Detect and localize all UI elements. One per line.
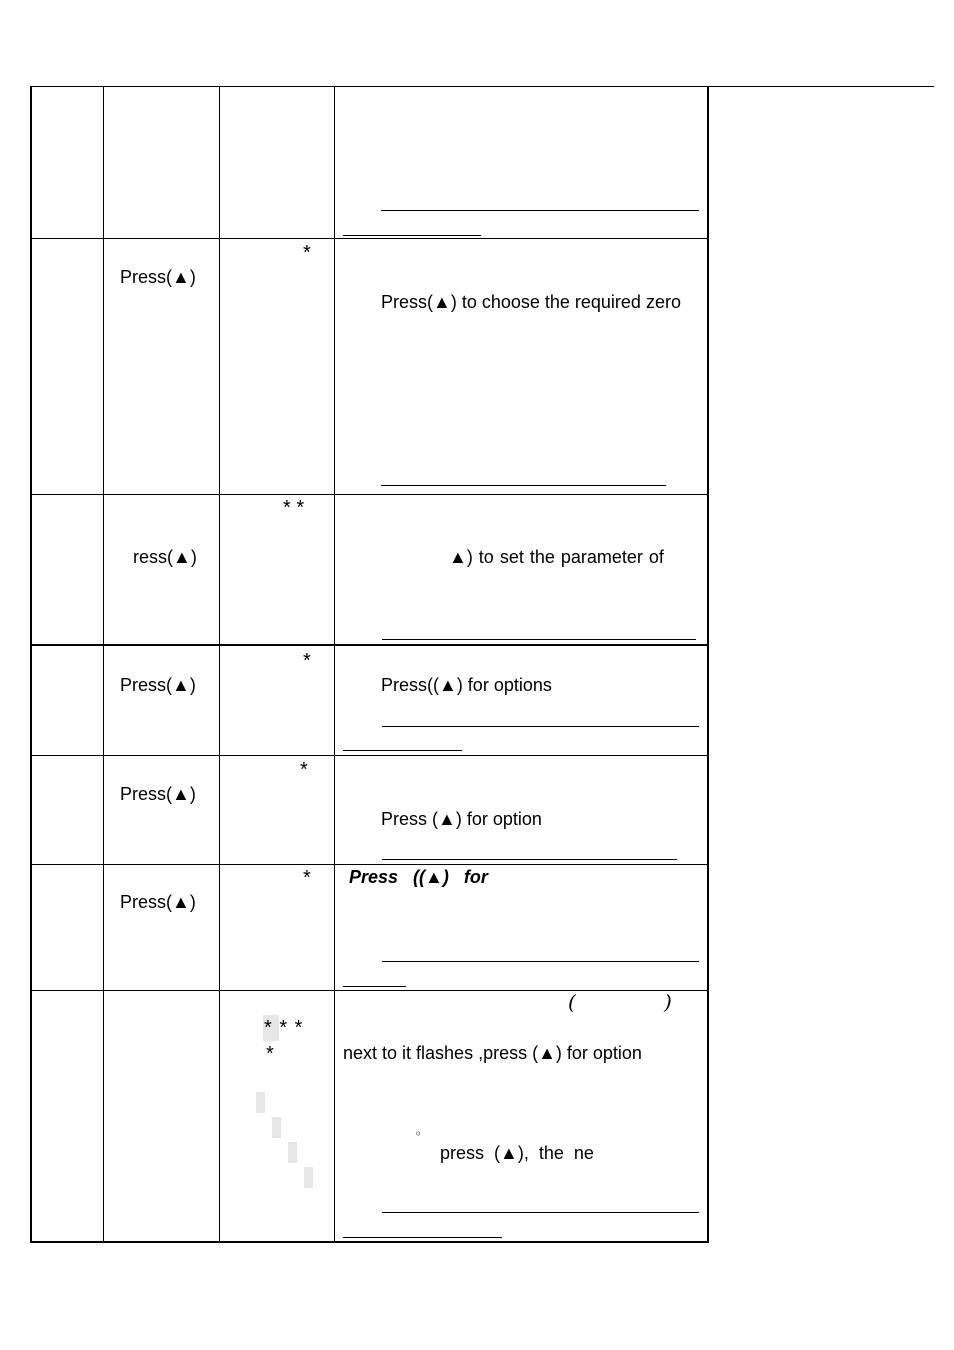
row-divider-6: [32, 990, 707, 991]
instruction-table: [30, 86, 709, 1243]
column-divider-1: [103, 86, 104, 1241]
highlight-block: [256, 1092, 265, 1113]
underline: [382, 1212, 699, 1213]
description-mark: 。: [416, 1123, 429, 1137]
highlight-block: [288, 1142, 297, 1163]
underline: [382, 726, 699, 727]
highlight-block: [304, 1167, 313, 1188]
display-indicator: *: [303, 650, 311, 672]
row-divider-3: [32, 644, 707, 646]
column-divider-3: [334, 86, 335, 1241]
key-label: Press(▲): [120, 675, 196, 695]
underline: [343, 986, 406, 987]
display-indicator: * *: [283, 497, 305, 519]
display-indicator: *: [266, 1043, 274, 1065]
description-text: Press ((▲) for: [349, 867, 488, 887]
description-text: press (▲), the ne: [440, 1143, 594, 1163]
description-text: Press((▲) for options: [381, 675, 552, 695]
row-divider-2: [32, 494, 707, 495]
paren-close: ): [664, 990, 672, 1014]
display-indicator: * * *: [264, 1017, 304, 1039]
underline: [343, 1237, 502, 1238]
paren-open: (: [568, 990, 576, 1014]
key-label: Press(▲): [120, 892, 196, 912]
highlight-block: [272, 1117, 281, 1138]
description-text: next to it flashes ,press (▲) for option: [343, 1043, 642, 1063]
underline: [381, 485, 666, 486]
underline: [382, 961, 699, 962]
display-indicator: *: [300, 759, 308, 781]
key-label: Press(▲): [120, 784, 196, 804]
display-indicator: *: [303, 867, 311, 889]
description-text: Press (▲) for option: [381, 809, 542, 829]
row-divider-1: [32, 238, 707, 239]
key-label: ress(▲): [133, 547, 197, 567]
underline: [343, 750, 462, 751]
underline: [382, 859, 677, 860]
row-divider-4: [32, 755, 707, 756]
underline: [382, 639, 696, 640]
column-divider-2: [219, 86, 220, 1241]
display-indicator: *: [303, 242, 311, 264]
underline: [343, 235, 481, 236]
description-text: Press(▲) to choose the required zero: [381, 292, 681, 312]
key-label: Press(▲): [120, 267, 196, 287]
description-text: ▲) to set the parameter of: [449, 547, 664, 567]
row-divider-5: [32, 864, 707, 865]
underline: [381, 210, 699, 211]
